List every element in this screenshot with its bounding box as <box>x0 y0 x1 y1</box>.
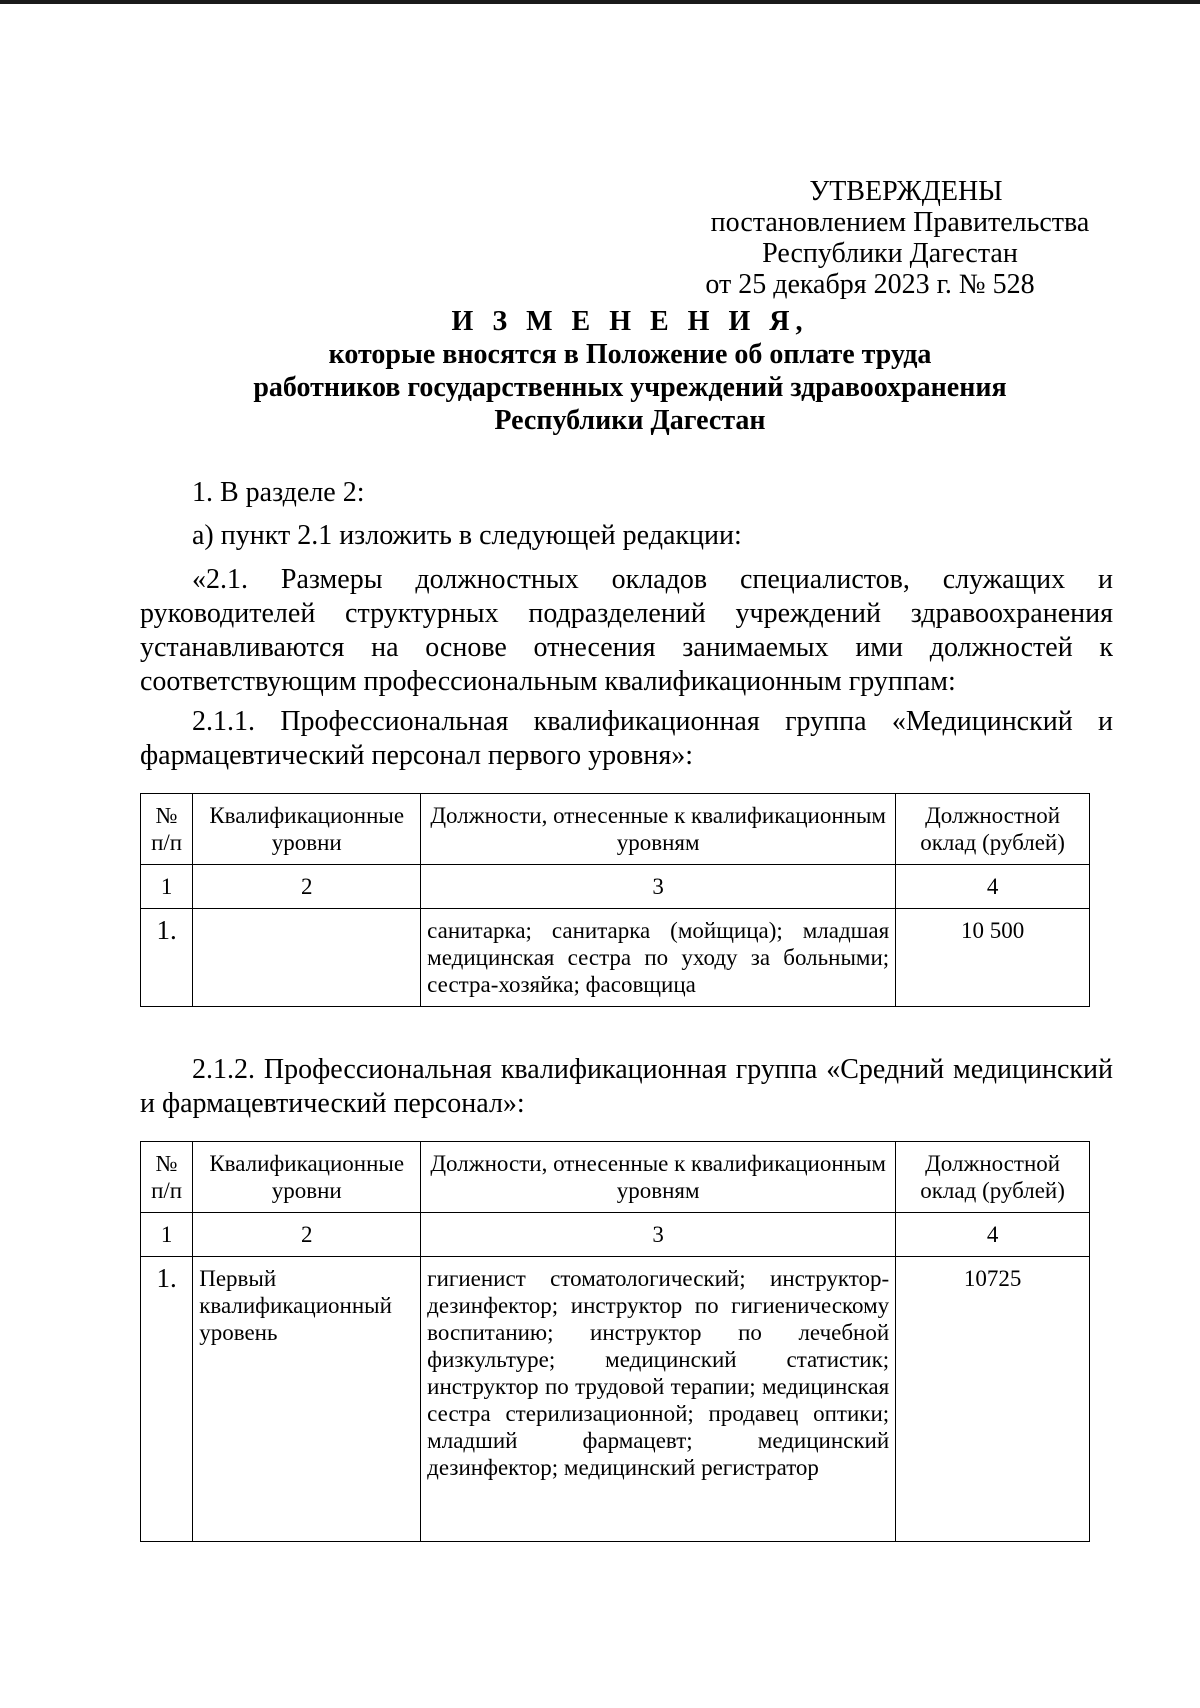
paragraph-2-1: «2.1. Размеры должностных окладов специалистов, служащих и руководителей структурных подразделений учреждений здравоохранения устанавливаются на основе отнесения занимаемых ими должностей к соответствующим профессиональным квалификационным группам: <box>140 564 1113 697</box>
table-group-1 <box>140 793 1090 1007</box>
header-salary: Должностной оклад (рублей) <box>896 1142 1090 1213</box>
table-group-2 <box>140 1141 1090 1542</box>
paragraph-2-1-1: 2.1.1. Профессиональная квалификационная группа «Медицинский и фармацевтический персонал первого уровня»: <box>140 706 1113 771</box>
row-salary: 10725 <box>896 1257 1090 1542</box>
row-positions: гигиенист стоматологический; инструктор-дезинфектор; инструктор по гигиеническому воспитанию; инструктор по лечебной физкультуре; медицинский статистик; инструктор по трудовой терапии; медицинская сестра стерилизационной; продавец оптики; младший фармацевт; медицинский дезинфектор; медицинский регистратор <box>421 1257 896 1542</box>
document-heading <box>140 305 1120 437</box>
row-number: 1. <box>141 909 193 1007</box>
header-positions: Должности, отнесенные к квалификационным уровням <box>421 1142 896 1213</box>
approval-block <box>640 176 1100 300</box>
row-level <box>193 909 421 1007</box>
header-number: № п/п <box>141 1142 193 1213</box>
column-number-4: 4 <box>896 865 1090 909</box>
paragraph-section-2: 1. В разделе 2: <box>192 477 365 508</box>
heading-line-1: которые вносятся в Положение об оплате труда <box>328 339 932 370</box>
approval-line-1: постановлением Правительства <box>710 207 1090 238</box>
column-number-1: 1 <box>141 865 193 909</box>
approval-line-3: от 25 декабря 2023 г. № 528 <box>705 269 1035 300</box>
approval-title: УТВЕРЖДЕНЫ <box>809 176 1003 207</box>
header-levels: Квалификационные уровни <box>193 1142 421 1213</box>
approval-line-2: Республики Дагестан <box>762 238 1018 269</box>
header-positions: Должности, отнесенные к квалификационным уровням <box>421 794 896 865</box>
table-row <box>141 909 1090 1007</box>
row-positions: санитарка; санитарка (мойщица); младшая медицинская сестра по уходу за больными; сестра-хозяйка; фасовщица <box>421 909 896 1007</box>
table-column-numbers-row <box>141 865 1090 909</box>
heading-title: И З М Е Н Е Н И Я, <box>451 306 809 337</box>
table-header-row <box>141 1142 1090 1213</box>
column-number-3: 3 <box>421 1213 896 1257</box>
table-column-numbers-row <box>141 1213 1090 1257</box>
column-number-3: 3 <box>421 865 896 909</box>
heading-line-2: работников государственных учреждений здравоохранения <box>253 372 1007 403</box>
header-number: № п/п <box>141 794 193 865</box>
row-salary: 10 500 <box>896 909 1090 1007</box>
paragraph-2-1-2: 2.1.2. Профессиональная квалификационная группа «Средний медицинский и фармацевтический персонал»: <box>140 1054 1113 1119</box>
row-number: 1. <box>141 1257 193 1542</box>
column-number-1: 1 <box>141 1213 193 1257</box>
scan-top-border <box>0 0 1200 4</box>
table-row <box>141 1257 1090 1542</box>
header-salary: Должностной оклад (рублей) <box>896 794 1090 865</box>
row-level: Первый квалификационный уровень <box>193 1257 421 1542</box>
heading-line-3: Республики Дагестан <box>494 405 766 436</box>
table-header-row <box>141 794 1090 865</box>
paragraph-item-a: а) пункт 2.1 изложить в следующей редакции: <box>192 520 742 551</box>
column-number-2: 2 <box>193 1213 421 1257</box>
column-number-2: 2 <box>193 865 421 909</box>
header-levels: Квалификационные уровни <box>193 794 421 865</box>
column-number-4: 4 <box>896 1213 1090 1257</box>
